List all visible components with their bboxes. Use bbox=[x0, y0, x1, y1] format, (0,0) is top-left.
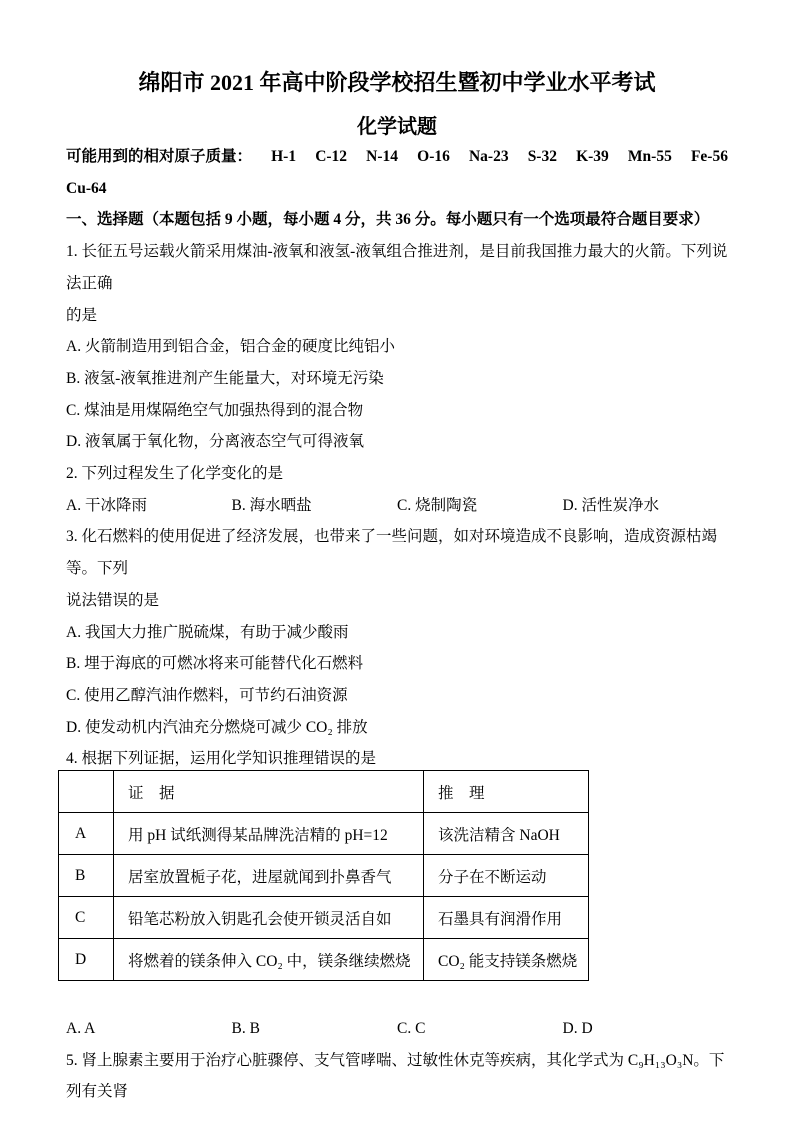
question-1-stem-line-2: 的是 bbox=[66, 306, 98, 324]
question-5-stem: 5. 肾上腺素主要用于治疗心脏骤停、支气管哮喘、过敏性休克等疾病，其化学式为 C₉H₁₃O₃N。下列有关肾 bbox=[66, 1051, 725, 1101]
question-4-answers-row bbox=[66, 1013, 728, 1045]
question-4-answer-a: A. A bbox=[66, 1020, 96, 1038]
row-d-label: D bbox=[59, 939, 114, 981]
atomic-mass-item: Fe-56 bbox=[690, 148, 728, 165]
section-header: 一、选择题（本题包括 9 小题，每小题 4 分，共 36 分。每小题只有一个选项最符合题目要求） bbox=[66, 211, 710, 229]
table-row bbox=[59, 855, 589, 897]
atomic-mass-item: O-16 bbox=[417, 148, 450, 165]
question-2-option-a: A. 干冰降雨 bbox=[66, 496, 147, 514]
question-3-option-b: B. 埋于海底的可燃冰将来可能替代化石燃料 bbox=[66, 655, 364, 673]
atomic-masses-line bbox=[66, 141, 728, 173]
table-header-inference: 推 理 bbox=[424, 771, 589, 813]
row-b-evidence: 居室放置栀子花，进屋就闻到扑鼻香气 bbox=[114, 855, 424, 897]
question-3-stem-line-2: 说法错误的是 bbox=[66, 591, 160, 609]
question-2-option-d: D. 活性炭净水 bbox=[562, 496, 659, 514]
question-2-stem: 2. 下列过程发生了化学变化的是 bbox=[66, 465, 284, 483]
question-2-options-row bbox=[66, 490, 728, 522]
row-c-evidence: 铅笔芯粉放入钥匙孔会使开锁灵活自如 bbox=[114, 897, 424, 939]
question-2-option-b: B. 海水晒盐 bbox=[231, 496, 312, 514]
question-1-option-d: D. 液氧属于氧化物，分离液态空气可得液氧 bbox=[66, 433, 364, 451]
question-4-answer-b: B. B bbox=[231, 1020, 260, 1038]
question-3-option-c: C. 使用乙醇汽油作燃料，可节约石油资源 bbox=[66, 686, 348, 704]
page-subtitle: 化学试题 bbox=[357, 116, 437, 138]
question-4-stem: 4. 根据下列证据，运用化学知识推理错误的是 bbox=[66, 750, 377, 768]
atomic-mass-item: H-1 bbox=[271, 148, 297, 165]
atomic-mass-item: C-12 bbox=[315, 148, 348, 165]
row-c-inference: 石墨具有润滑作用 bbox=[424, 897, 589, 939]
question-1-option-a: A. 火箭制造用到铝合金，铝合金的硬度比纯铝小 bbox=[66, 338, 395, 356]
atomic-masses-block bbox=[66, 141, 728, 204]
atomic-mass-item: Na-23 bbox=[468, 148, 509, 165]
row-a-label: A bbox=[59, 813, 114, 855]
row-d-evidence: 将燃着的镁条伸入 CO₂ 中，镁条继续燃烧 bbox=[114, 939, 424, 981]
row-b-inference: 分子在不断运动 bbox=[424, 855, 589, 897]
row-d-inference: CO₂ 能支持镁条燃烧 bbox=[424, 939, 589, 981]
question-1-stem-line-1: 1. 长征五号运载火箭采用煤油-液氧和液氢-液氧组合推进剂，是目前我国推力最大的火箭。下列说法正确 bbox=[66, 243, 728, 292]
row-b-label: B bbox=[59, 855, 114, 897]
atomic-mass-item: S-32 bbox=[527, 148, 557, 165]
row-a-evidence: 用 pH 试纸测得某品牌洗洁精的 pH=12 bbox=[114, 813, 424, 855]
table-row bbox=[59, 939, 589, 981]
atomic-masses-overflow: Cu-64 bbox=[66, 179, 107, 197]
row-a-inference: 该洗洁精含 NaOH bbox=[424, 813, 589, 855]
question-4-answer-c: C. C bbox=[397, 1020, 426, 1038]
atomic-mass-item: K-39 bbox=[576, 148, 609, 165]
atomic-mass-item: Mn-55 bbox=[627, 148, 672, 165]
question-1-option-c: C. 煤油是用煤隔绝空气加强热得到的混合物 bbox=[66, 401, 364, 419]
question-1-option-b: B. 液氢-液氧推进剂产生能量大，对环境无污染 bbox=[66, 369, 384, 387]
atomic-mass-item: N-14 bbox=[366, 148, 399, 165]
evidence-inference-table bbox=[58, 770, 589, 981]
question-4-answer-d: D. D bbox=[562, 1020, 593, 1038]
table-header-row bbox=[59, 771, 589, 813]
table-row bbox=[59, 897, 589, 939]
row-c-label: C bbox=[59, 897, 114, 939]
question-3-option-a: A. 我国大力推广脱硫煤，有助于减少酸雨 bbox=[66, 623, 349, 641]
table-header-evidence: 证 据 bbox=[114, 771, 424, 813]
table-row bbox=[59, 813, 589, 855]
question-3-stem-line-1: 3. 化石燃料的使用促进了经济发展，也带来了一些问题，如对环境造成不良影响，造成资源枯竭等。下列 bbox=[66, 528, 718, 578]
table-header-empty-cell bbox=[59, 771, 114, 813]
question-2-option-c: C. 烧制陶瓷 bbox=[397, 496, 478, 514]
question-3-option-d: D. 使发动机内汽油充分燃烧可减少 CO₂ 排放 bbox=[66, 718, 368, 736]
page-title: 绵阳市 2021 年高中阶段学校招生暨初中学业水平考试 bbox=[138, 70, 656, 95]
atomic-masses-label: 可能用到的相对原子质量： bbox=[66, 148, 253, 165]
